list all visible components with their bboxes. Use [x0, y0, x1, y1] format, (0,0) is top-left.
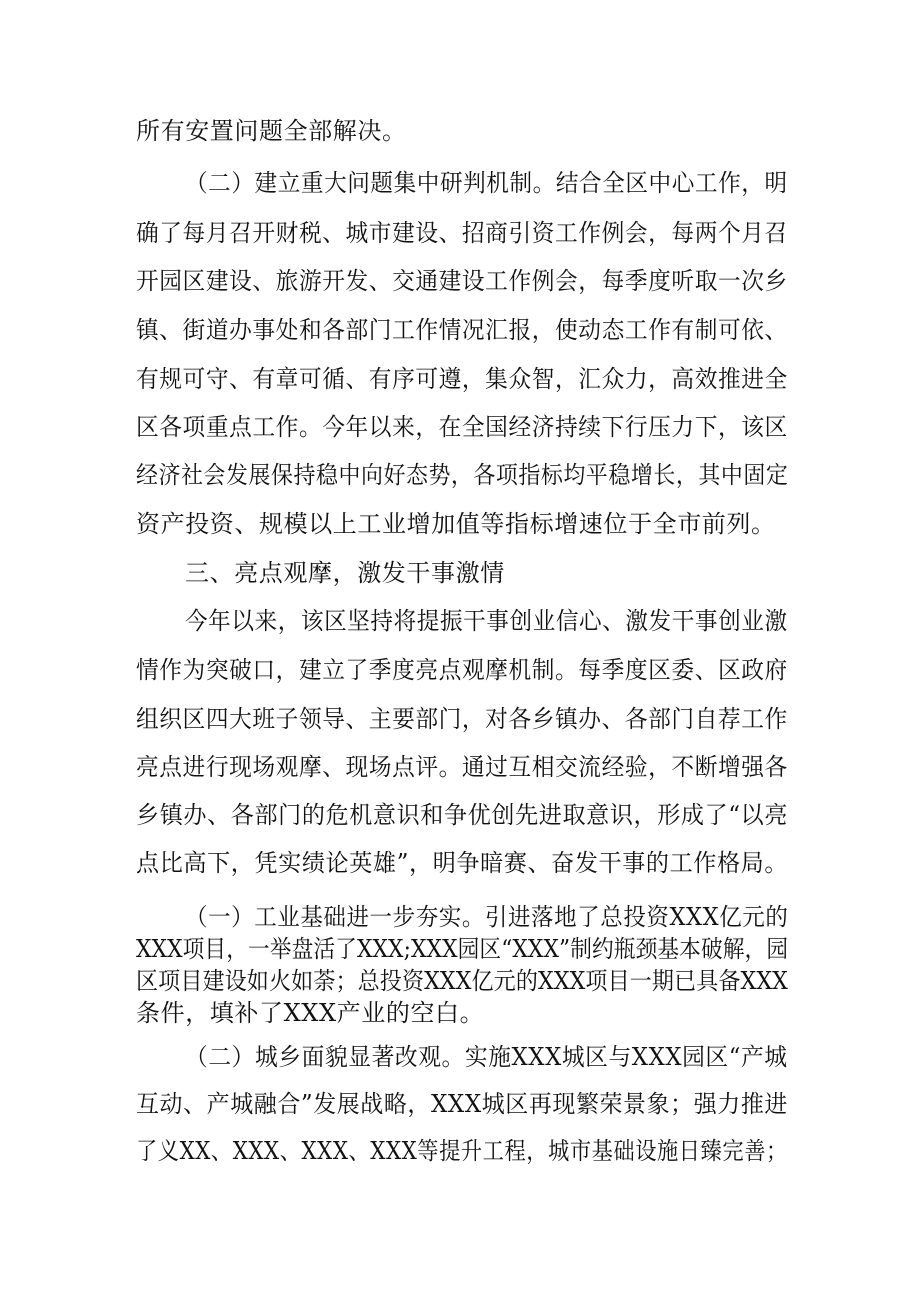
text-line: 点比高下，凭实绩论英雄”，明争暗赛、奋发干事的工作格局。 — [136, 849, 789, 877]
text-line: 了义XX、XXX、XXX、XXX等提升工程，城市基础设施日臻完善； — [136, 1137, 788, 1165]
text-line: （二）城乡面貌显著改观。实施XXX城区与XXX园区“产城 — [185, 1043, 788, 1071]
text-line: 经济社会发展保持稳中向好态势，各项指标均平稳增长，其中固定 — [136, 461, 789, 489]
text-line: 乡镇办、各部门的危机意识和争优创先进取意识，形成了“以亮 — [136, 801, 789, 829]
text-line: 资产投资、规模以上工业增加值等指标增速位于全市前列。 — [136, 510, 776, 538]
text-line: （二）建立重大问题集中研判机制。结合全区中心工作，明 — [185, 169, 788, 197]
text-line: 区项目建设如火如荼；总投资XXX亿元的XXX项目一期已具备XXX — [136, 967, 788, 995]
text-line: 互动、产城融合”发展战略，XXX城区再现繁荣景象；强力推进 — [136, 1090, 788, 1118]
text-line: 亮点进行现场观摩、现场点评。通过互相交流经验，不断增强各 — [136, 753, 788, 781]
text-line: 今年以来，该区坚持将提振干事创业信心、激发干事创业激 — [185, 607, 788, 635]
text-line: 区各项重点工作。今年以来，在全国经济持续下行压力下，该区 — [136, 413, 788, 441]
text-line: 情作为突破口，建立了季度亮点观摩机制。每季度区委、区政府 — [136, 656, 788, 684]
text-line: （一）工业基础进一步夯实。引进落地了总投资XXX亿元的 — [185, 903, 789, 931]
text-line: XXX项目，一举盘活了XXX;XXX园区“XXX”制约瓶颈基本破解，园 — [136, 935, 789, 963]
text-line: 组织区四大班子领导、主要部门，对各乡镇办、各部门自荐工作 — [136, 705, 788, 733]
text-line: 所有安置问题全部解决。 — [136, 117, 407, 145]
text-line: 开园区建设、旅游开发、交通建设工作例会，每季度听取一次乡 — [136, 267, 788, 295]
text-line: 条件，填补了XXX产业的空白。 — [136, 999, 485, 1027]
text-line: 镇、街道办事处和各部门工作情况汇报，使动态工作有制可依、 — [136, 316, 788, 344]
text-line: 有规可守、有章可循、有序可遵，集众智，汇众力，高效推进全 — [136, 365, 788, 393]
text-line: 确了每月召开财税、城市建设、招商引资工作例会，每两个月召 — [136, 219, 788, 247]
section-heading: 三、亮点观摩，激发干事激情 — [185, 559, 505, 587]
